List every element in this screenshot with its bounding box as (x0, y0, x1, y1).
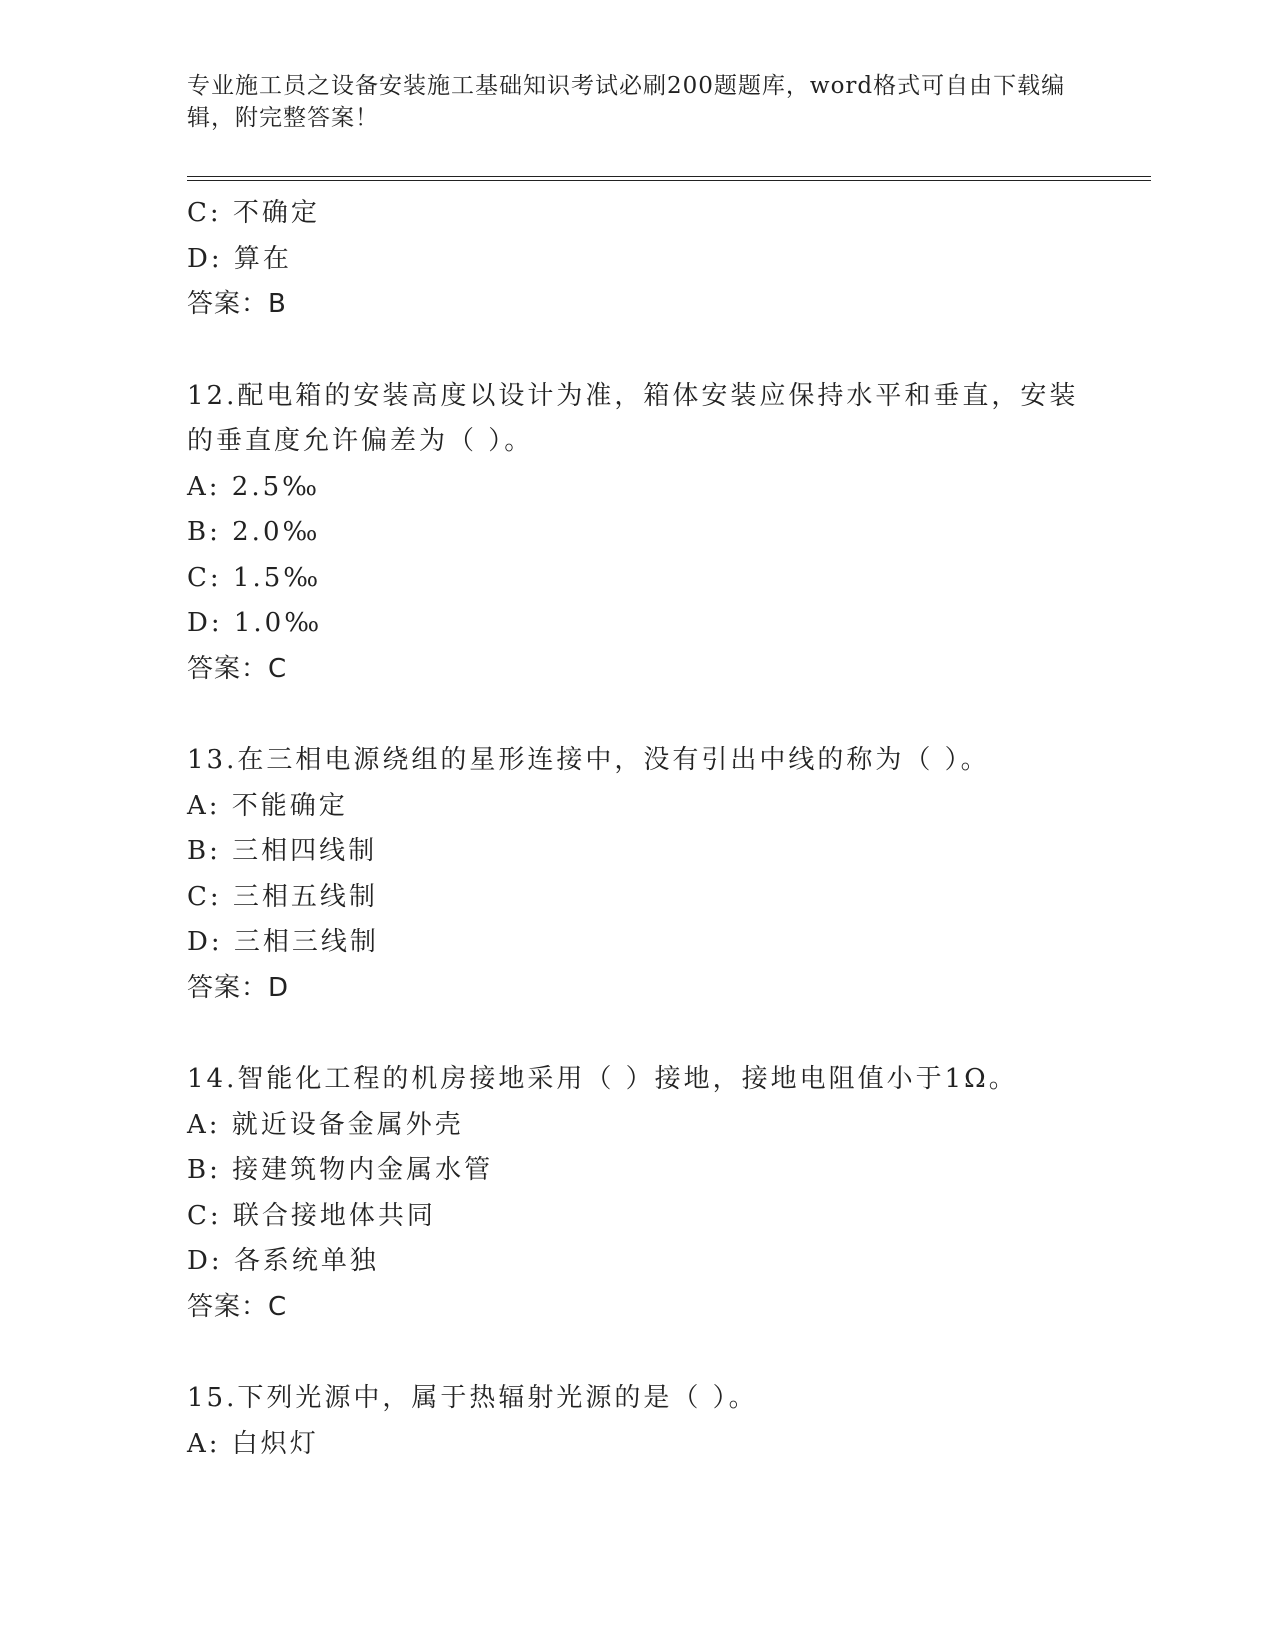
header-rule-top (187, 176, 1151, 177)
question-stem: 12.配电箱的安装高度以设计为准，箱体安装应保持水平和垂直，安装 (187, 380, 1079, 411)
question-stem: 的垂直度允许偏差为（ ）。 (187, 426, 534, 456)
spacer (187, 692, 1147, 738)
question-stem: 14.智能化工程的机房接地采用（ ）接地，接地电阻值小于1Ω。 (187, 1064, 1018, 1094)
option-c: C: 不确定 (187, 198, 320, 228)
option-d: D: 各系统单独 (187, 1246, 379, 1276)
option-a: A: 白炽灯 (187, 1428, 319, 1459)
option-a: A: 2.5‰ (187, 471, 321, 502)
question-stem: 15.下列光源中，属于热辐射光源的是（ ）。 (187, 1383, 758, 1413)
option-c: C: 1.5‰ (187, 562, 322, 593)
option-d: D: 算在 (187, 243, 292, 274)
option-d: D: 1.0‰ (187, 608, 323, 638)
document-page (187, 70, 1147, 1467)
option-b: B: 接建筑物内金属水管 (187, 1155, 494, 1185)
question-content (187, 191, 1147, 1467)
document-header: 专业施工员之设备安装施工基础知识考试必刷200题题库，word格式可自由下载编辑，附完整答案！ (187, 73, 1066, 131)
option-d: D: 三相三线制 (187, 927, 379, 957)
option-a: A: 不能确定 (187, 790, 348, 821)
question-stem: 13.在三相电源绕组的星形连接中，没有引出中线的称为（ ）。 (187, 745, 990, 775)
option-c: C: 联合接地体共同 (187, 1200, 436, 1231)
spacer (187, 1011, 1147, 1057)
header-rule-bottom (187, 180, 1151, 181)
answer-line: 答案：B (187, 289, 287, 319)
answer-line: 答案：C (187, 653, 288, 684)
spacer (187, 328, 1147, 374)
header-double-rule (187, 176, 1151, 181)
spacer (187, 1330, 1147, 1376)
option-a: A: 就近设备金属外壳 (187, 1109, 464, 1140)
answer-line: 答案：D (187, 972, 290, 1003)
answer-line: 答案：C (187, 1291, 288, 1322)
option-b: B: 三相四线制 (187, 836, 378, 866)
option-b: B: 2.0‰ (187, 517, 321, 547)
option-c: C: 三相五线制 (187, 881, 378, 912)
